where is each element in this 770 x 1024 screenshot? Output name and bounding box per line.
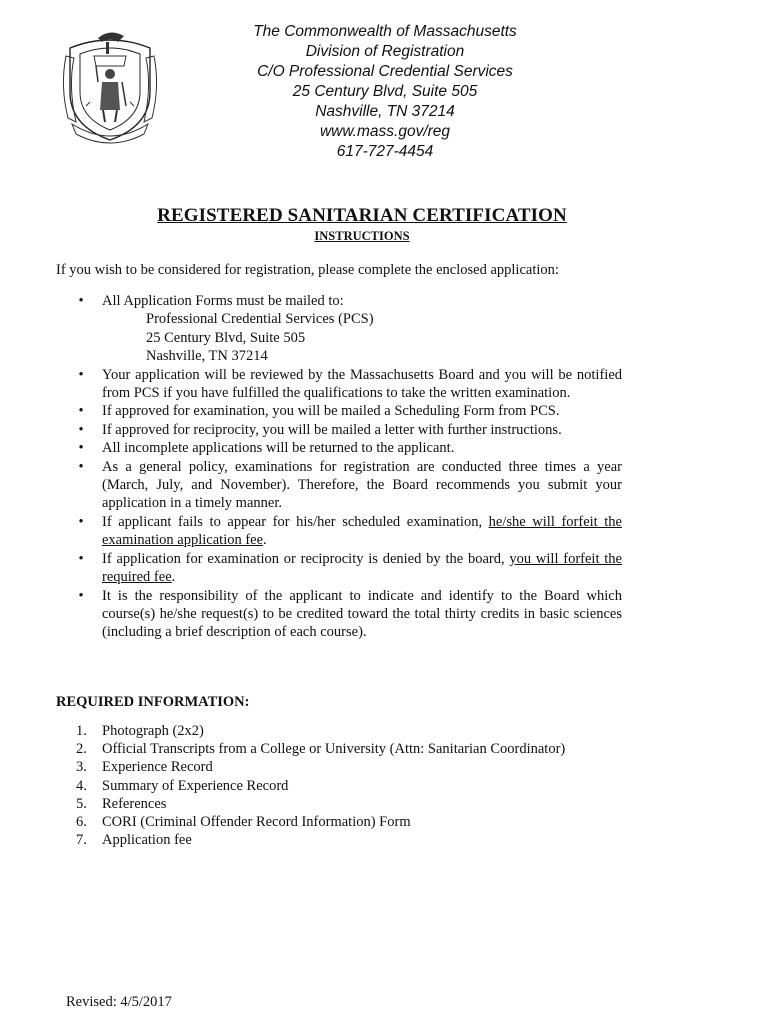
item-number: 3. [76,759,87,776]
item-text: Experience Record [102,759,213,776]
bullet-text: As a general policy, examinations for registration are conducted three times a year (March, July, and November). Therefore, the Board recommends you submit your application in a timely manner. [102,458,622,512]
bullet-icon: • [78,550,84,567]
list-item [56,587,622,642]
street-address: 25 Century Blvd, Suite 505 [292,83,478,100]
mailing-address [102,310,622,365]
bullet-icon: • [78,366,84,383]
bullet-icon: • [78,513,84,530]
list-item [56,758,565,776]
website: www.mass.gov/reg [319,123,451,140]
list-item [56,421,622,439]
bullet-text: All Application Forms must be mailed to: [102,293,344,309]
required-info-list [56,722,565,849]
sentence-end: . [171,569,176,586]
item-text: Photograph (2x2) [102,723,204,739]
instruction-list [56,292,622,642]
address-line: 25 Century Blvd, Suite 505 [146,329,306,346]
bullet-text: All incomplete applications will be returned to the applicant. [102,440,455,457]
org-name: The Commonwealth of Massachusetts [253,23,517,40]
item-number: 2. [76,741,87,758]
bullet-icon: • [78,440,84,457]
intro-text: If you wish to be considered for registration, please complete the enclosed application: [56,262,559,278]
list-item [56,722,565,740]
bullet-text: If applicant fails to appear for his/her scheduled examination, [102,513,489,530]
list-item [56,795,565,813]
item-number: 1. [76,723,87,739]
bullet-text: Your application will be reviewed by the Massachusetts Board and you will be notified from PCS if you have fulfilled the qualifications to take the written examination. [102,366,622,402]
required-info-heading: REQUIRED INFORMATION: [56,694,250,710]
sentence-end: . [263,532,267,549]
item-number: 6. [76,814,87,831]
division-name: Division of Registration [305,43,465,60]
bullet-icon: • [78,587,84,604]
bullet-text: It is the responsibility of the applicant to indicate and identify to the Board which course(s) he/she request(s) to be credited toward the total thirty credits in basic sciences (including a brief description of each course). [102,587,622,641]
bullet-icon: • [78,421,84,438]
list-item [56,813,565,831]
forfeit-notice: you will forfeit the required fee [102,550,622,586]
bullet-icon: • [78,458,84,475]
document-subtitle: INSTRUCTIONS [314,229,410,243]
bullet-text: If application for examination or reciprocity is denied by the board, [102,550,510,567]
item-number: 4. [76,777,87,794]
list-item [56,439,622,457]
bullet-icon: • [78,293,84,309]
item-text: CORI (Criminal Offender Record Information) Form [102,814,411,831]
list-item [56,292,622,366]
bullet-text: If approved for examination, you will be mailed a Scheduling Form from PCS. [102,403,560,420]
phone-number: 617-727-4454 [336,143,434,160]
care-of-line: C/O Professional Credential Services [257,63,513,80]
item-text: References [102,795,167,812]
forfeit-notice: he/she will forfeit the examination application fee [102,513,622,549]
item-number: 7. [76,832,87,849]
revision-date: Revised: 4/5/2017 [66,994,172,1010]
list-item [56,513,622,550]
item-text: Summary of Experience Record [102,777,289,794]
document-title: REGISTERED SANITARIAN CERTIFICATION [157,205,567,226]
bullet-icon: • [78,403,84,420]
item-text: Application fee [102,832,192,849]
list-item [56,366,622,403]
list-item [56,458,622,513]
list-item [56,740,565,758]
address-line: Nashville, TN 37214 [146,348,268,365]
massachusetts-seal-icon [58,26,162,144]
list-item [56,831,565,849]
city-state-zip: Nashville, TN 37214 [315,103,455,120]
list-item [56,777,565,795]
item-number: 5. [76,795,87,812]
item-text: Official Transcripts from a College or University (Attn: Sanitarian Coordinator) [102,741,566,758]
address-line: Professional Credential Services (PCS) [146,311,374,328]
letterhead [200,22,570,162]
list-item [56,550,622,587]
list-item [56,402,622,420]
bullet-text: If approved for reciprocity, you will be mailed a letter with further instructions. [102,421,562,438]
